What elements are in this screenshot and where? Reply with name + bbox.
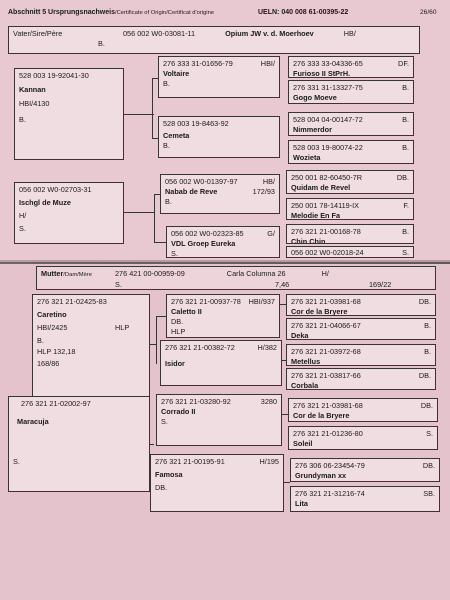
field-text: Soleil [293,438,313,448]
dam-studbook: H/ [321,269,329,278]
pedigree-entry [288,398,438,422]
field-text: 276 331 31-13327-75 [293,83,363,92]
connector-line [156,316,166,317]
field-text: B. [424,347,431,356]
page-number: 26/60 [420,9,437,16]
pedigree-entry [288,112,414,136]
field-text: Voltaire [163,68,190,78]
field-text: 168/86 [37,359,60,369]
ueln [258,9,348,16]
field-text: F. [403,201,409,210]
field-text: Mutter [41,269,64,278]
pedigree-entry [288,426,438,450]
field-text: 528 004 04-00147-72 [293,115,363,124]
pedigree-entry [286,318,436,340]
field-text: 250 001 82-60450-7R [291,173,362,182]
field-text: H/ [19,210,27,220]
field-text: 056 002 W0-02323-85 [171,229,244,238]
field-text: S. [426,429,433,438]
field-text: Kannan [19,84,46,94]
field-text: H/195 [259,457,279,466]
pedigree-entry [288,80,414,104]
field-text: Abschnitt 5 Ursprungsnachweis [8,9,115,16]
field-text: DB. [396,173,409,182]
field-text: HBI/2425 [37,322,68,332]
field-text: 250 001 78-14119-IX [291,201,360,210]
field-text: Isidor [165,358,185,368]
pedigree-entry [32,294,150,400]
field-text: S. [19,223,26,233]
field-text: S. [161,416,168,426]
pedigree-entry [286,294,436,316]
field-text: Caretino [37,309,67,319]
pedigree-entry [286,344,436,366]
field-text: B. [402,83,409,92]
field-text: B. [424,321,431,330]
dam-value: 7,46 [275,279,290,289]
pedigree-entry [166,226,280,258]
field-text: 056 002 W0-01397-97 [165,177,238,186]
field-text: 276 333 31-01656-79 [163,59,233,68]
field-text: S. [171,248,178,258]
field-text: DB. [418,297,431,306]
pedigree-entry [14,68,124,160]
field-text: HLP [115,322,130,332]
pedigree-entry [286,224,414,244]
pedigree-entry [156,394,282,446]
connector-line [154,242,166,243]
field-text: B. [163,78,170,88]
field-text: Nabab de Reve [165,186,218,196]
field-text: 276 321 21-04066-67 [291,321,361,330]
field-text: B. [19,114,26,124]
field-text: /Dam/Mère [63,272,92,278]
field-text: Chin Chin [291,236,326,244]
field-text: SB. [423,489,435,498]
field-text: HB/ [262,177,275,186]
field-text: B. [165,196,172,206]
field-text: /Certificate of Origin/Certificat d'origine [114,10,215,16]
connector-line [154,194,160,195]
field-text: 040 008 61-00395-22 [281,9,349,16]
pedigree-entry [14,182,124,244]
dam-number: 169/22 [369,279,392,289]
section-title [8,9,214,16]
connector-line [152,138,158,139]
field-text: S. [13,456,20,466]
field-text: DB. [422,461,435,470]
field-text: Cemeta [163,130,190,140]
field-text: DB. [155,482,168,492]
field-text: Lita [295,498,308,508]
pedigree-entry [286,170,414,194]
field-text: G/ [267,229,275,238]
field-text: 276 321 21-00168-78 [291,227,361,236]
pedigree-entry [160,174,280,214]
field-text: Melodie En Fa [291,210,341,220]
field-text: Corrado II [161,406,196,416]
field-text: 276 321 21-01236-80 [293,429,363,438]
dam-box [36,266,436,290]
field-text: 056 002 W0-02018-24 [291,248,364,257]
connector-line [124,114,154,115]
pedigree-entry [166,294,280,338]
field-text: Quidam de Revel [291,182,351,192]
connector-line [280,304,286,305]
pedigree-entry [160,340,282,386]
field-text: Deka [291,330,309,340]
field-text: HLP 132,18 [37,347,76,357]
field-text: 528 003 19-80074-22 [293,143,363,152]
pedigree-entry [158,116,280,158]
pedigree-entry [288,56,414,78]
field-text: 528 003 19-92041-30 [19,71,89,80]
field-text: Caletto II [171,306,202,316]
sire-reg: 056 002 W0-03081-11 [123,29,196,38]
certificate-page-bottom [0,264,450,600]
field-text: B. [163,140,170,150]
field-text: B. [402,143,409,152]
field-text: Maracuja [17,416,49,426]
pedigree-entry [290,458,440,482]
field-text: 528 003 19-8463-92 [163,119,229,128]
connector-line [154,194,155,242]
field-text: 276 321 21-00937-78 [171,297,241,306]
field-text: DB. [420,401,433,410]
pedigree-entry [150,454,284,512]
field-text: 276 321 21-03280-92 [161,397,231,406]
field-text: Metellus [291,356,321,366]
connector-line [282,414,288,415]
dam-color: S. [115,279,122,289]
sire-studbook: HB/ [343,29,356,38]
field-text: HBI/937 [248,297,275,306]
pedigree-entry [286,246,414,258]
field-text: 276 321 21-02002-97 [21,399,91,408]
pedigree-entry [8,396,150,492]
field-text: VDL Groep Eureka [171,238,236,248]
field-text: UELN: [258,9,280,16]
field-text: DB. [418,371,431,380]
field-text: 276 333 33-04336-65 [293,59,363,68]
field-text: Nimmerdor [293,124,332,134]
field-text: B. [402,227,409,236]
field-text: HLP [171,326,186,336]
pedigree-entry [158,56,280,98]
field-text: 276 321 21-00195-91 [155,457,225,466]
field-text: Grundyman xx [295,470,347,480]
sire-label: Vater/Sire/Père [13,29,63,38]
field-text: DB. [171,316,184,326]
field-text: 276 321 21-03981-68 [291,297,361,306]
connector-line [284,482,290,483]
connector-line [152,78,158,79]
pedigree-entry [286,368,436,390]
certificate-page-top [0,0,450,262]
dam-label [41,269,101,280]
connector-line [152,78,153,138]
field-text: 276 321 21-31216-74 [295,489,365,498]
sire-color: B. [98,38,105,48]
field-text: 276 321 21-03981-68 [293,401,363,410]
pedigree-entry [288,140,414,164]
connector-line [124,212,154,213]
pedigree-entry [290,486,440,512]
dam-name: Carla Columna 26 [226,269,286,278]
field-text: 056 002 W0-02703-31 [19,185,92,194]
connector-line [282,360,286,361]
field-text: 276 321 21-03817-66 [291,371,361,380]
field-text: S. [402,248,409,257]
field-text: 276 321 21-00382-72 [165,343,235,352]
sire-name: Opium JW v. d. Moerhoev [225,29,314,38]
field-text: Corbala [291,380,319,390]
connector-line [156,316,157,364]
field-text: HBI/4130 [19,98,50,108]
field-text: Cor de la Bryere [293,410,350,420]
field-text: Wozieta [293,152,321,162]
field-text: 172/93 [252,186,275,196]
field-text: Cor de la Bryere [291,306,348,316]
field-text: HBI/ [260,59,275,68]
field-text: 276 321 21-02425-83 [37,297,107,306]
field-text: DF. [398,59,409,68]
sire-box [8,26,420,54]
connector-line [150,444,154,445]
field-text: H/382 [257,343,277,352]
field-text: Ischgl de Muze [19,197,71,207]
field-text: 276 321 21-03972-68 [291,347,361,356]
field-text: B. [402,115,409,124]
field-text: 3280 [260,397,277,406]
field-text: Gogo Moeve [293,92,337,102]
field-text: 276 306 06-23454-79 [295,461,365,470]
pedigree-entry [286,198,414,220]
field-text: B. [37,335,44,345]
field-text: Furioso II StPrH. [293,68,351,78]
dam-reg: 276 421 00-00959-09 [115,269,185,278]
field-text: Famosa [155,469,183,479]
